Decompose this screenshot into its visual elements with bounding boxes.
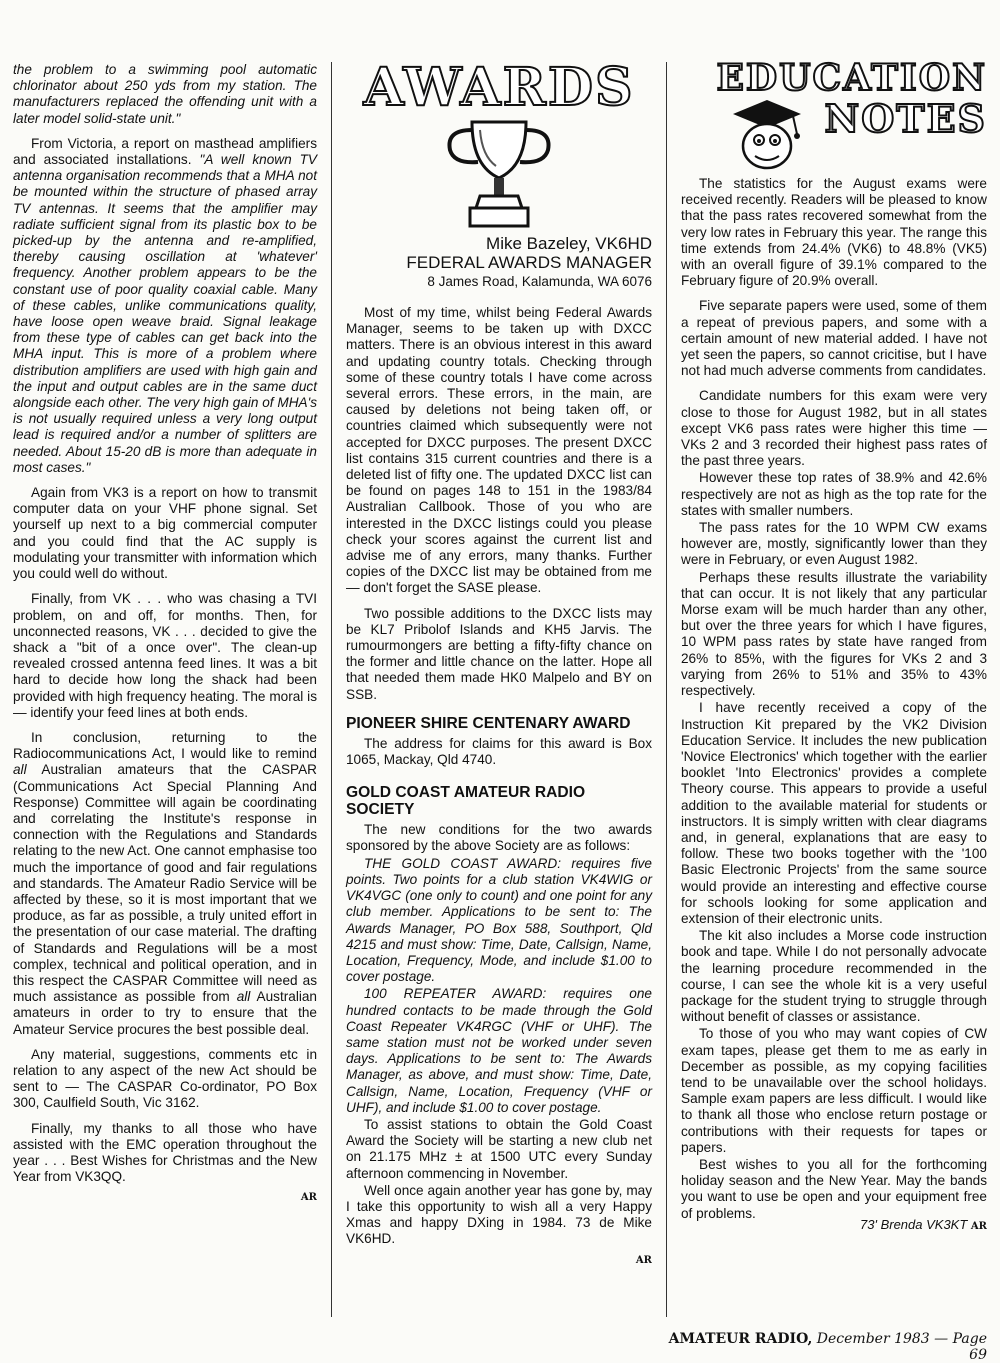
author-address: 8 James Road, Kalamunda, WA 6076: [427, 274, 652, 289]
paragraph: Candidate numbers for this exam were very close to those for August 1982, but in all states except VK6 pass rates were higher this time —VKs 2 and 3 recorded their highest pass rates of the past three years.: [681, 388, 987, 469]
paragraph: Well once again another year has gone by, may I take this opportunity to wish all a very Happy Xmas and happy DXing in 1984. 73 de Mike VK6HD.: [346, 1182, 652, 1247]
author-byline: [346, 234, 652, 291]
award-100-repeater: 100 REPEATER AWARD: requires one hundred contacts to be made through the Gold Coast Repeater VK4RGC (VHF or UHF). The same station must not be worked under seven days. Applications to be sent to: The Awards Manager, as above, and must show: Time, Date, Callsign, Name, Location, Frequency (VHF or UHF), and include $1.00 to cover postage.: [346, 986, 652, 1115]
footer-magazine: AMATEUR RADIO,: [668, 1331, 813, 1347]
section-heading-pioneer: PIONEER SHIRE CENTENARY AWARD: [346, 714, 631, 732]
paragraph-text: In conclusion, returning to the Radiocommunications Act, I would like to remind: [13, 729, 317, 762]
award-gold-coast: THE GOLD COAST AWARD: requires five points. Two points for a club station VK4WIG or VK4VGC (one only to count) and one point for any club member. Applications to be sent to: The Awards Manager, PO Box 588, Southport, Qld 4215 and must show: Time, Date, Callsign, Name, Location, Frequency, Mode, and include $1.00 to cover postage.: [346, 855, 652, 985]
paragraph-text: Australian amateurs that the CASPAR (Communications Act Special Planning And Response) Committee will again be coordinating and correlating the Institute's response in connection with the Regulations and Standards relating to the new Act. One cannot emphasise too much the importance of good and fair regulations and standards. The Amateur Radio Service will be affected by these, so it is most important that we produce, as far as possible, a truly united effort in the presentation of our case material. The drafting of Standards and Regulations will be a most complex, technical and political operation, and in this respect the CASPAR Committee will need as much assistance as possible from: [13, 762, 317, 1005]
paragraph: Finally, my thanks to all those who have assisted with the EMC operation throughout the year . . . Best Wishes for Christmas and the New Year from VK3QQ.: [13, 1120, 317, 1185]
paragraph-continued: the problem to a swimming pool automatic chlorinator about 250 yds from my station. The manufacturers replaced the offending unit with a later model solid-state unit.": [13, 62, 317, 126]
column-divider: [666, 62, 667, 1317]
education-title-line1: EDUCATION: [716, 57, 987, 99]
footer-issue: December 1983 — Page 69: [816, 1331, 987, 1363]
ar-end-mark: AR: [300, 1192, 317, 1204]
paragraph: I have recently received a copy of the Instruction Kit prepared by the VK2 Division Education Service. It includes the new publication 'Novice Electronics' which together with the earlier booklet 'Into Electronics' provides a complete Theory course. This appears to provide a useful addition to the available material for students or instructors. It is simply written with clear diagrams and, in general, explanations that are easy to follow. These two books together with the '100 Basic Electronic Projects' from the same source would provide an interesting and effective course for schools looking for some application and extension of their electronic units.: [681, 700, 987, 926]
author-role: FEDERAL AWARDS MANAGER: [406, 253, 652, 272]
paragraph: The new conditions for the two awards sponsored by the above Society are as follows:: [346, 822, 652, 854]
signoff-text: 73' Brenda VK3KT: [860, 1216, 968, 1232]
emphasis-all: all: [236, 989, 251, 1005]
column-left: [13, 62, 317, 1207]
ar-end-mark: AR: [635, 1254, 652, 1266]
paragraph: Best wishes to you all for the forthcoming holiday season and the New Year. May the bands you want to use be open and your equipment free of problems.: [681, 1156, 987, 1221]
column-education: [681, 58, 987, 1235]
paragraph: Again from VK3 is a report on how to transmit computer data on your VHF phone signal. Set yourself up next to a big commercial computer and you could find that the AC supply is modulating your transmitter with information which you could well do without.: [13, 485, 317, 582]
paragraph: To assist stations to obtain the Gold Coast Award the Society will be starting a new club net on 21.175 MHz ± at 1500 UTC every Sunday afternoon commencing in November.: [346, 1116, 652, 1181]
quote-text: "A well known TV antenna organisation recommends that a MHA not be mounted within the structure of phased array TV antennas. It seems that the amplifier may radiate sufficient signal from its plastic box to be picked-up by the antenna and re-amplified, thereby causing oscillation at 'whatever' frequency. Another problem appears to be the constant use of poor quality coaxial cable. Many of these cables, unlike communications quality, have loose open weave braid. Signal leakage from these type of cables can get back into the MHA input. This is more of a problem where distribution amplifiers are used with high gain and the input and output cables are in the same duct alongside each other. The very high gain of MHA's is not usually required unless a very long output lead is required and/or a number of splitters are needed. About 15-20 dB is more than adequate in most cases.": [13, 152, 318, 475]
paragraph: Five separate papers were used, some of them a repeat of previous papers, and some with a certain amount of new material added. I have not yet seen the papers, so cannot cricitise, but I have not had much adverse comments from candidates.: [681, 298, 987, 379]
emphasis-all: all: [13, 762, 27, 778]
author-name: Mike Bazeley, VK6HD: [486, 234, 652, 253]
education-header: [681, 58, 987, 176]
paragraph: The address for claims for this award is Box 1065, Mackay, Qld 4740.: [346, 735, 652, 768]
section-heading-gold-coast: GOLD COAST AMATEUR RADIO SOCIETY: [346, 784, 586, 819]
paragraph-text: Australian amateurs in order to try to ensure that the Amateur Service procures the best possible deal.: [13, 989, 317, 1037]
page-footer: [657, 1331, 987, 1363]
paragraph: To those of you who may want copies of CW exam tapes, please get them to me as early in December as possible, as my copying facilities tend to be unavailable over the school holidays. Sample exam papers are less difficult. I would like to thank all those who enclose return postage or contributions with their requests for tapes or papers.: [681, 1026, 987, 1155]
column-awards: [346, 58, 652, 1269]
paragraph-text: From Victoria, a report on masthead amplifiers and associated installations.: [13, 135, 317, 168]
paragraph: [13, 730, 317, 1038]
paragraph: Any material, suggestions, comments etc in relation to any aspect of the new Act should be sent to — The CASPAR Co-ordinator, PO Box 300, Caulfield South, Vic 3162.: [13, 1046, 317, 1111]
paragraph: The pass rates for the 10 WPM CW exams however are, mostly, significantly lower than they were in February, or even August 1982.: [681, 520, 987, 568]
trophy-icon: [434, 116, 564, 234]
paragraph: [13, 136, 317, 476]
paragraph: Perhaps these results illustrate the variability that can occur. It is not likely that any particular Morse exam will be much harder than any other, but over the three years for which I have figures, 10 WPM pass rates by state have ranged from 26% to 85%, with the figures for VKs 2 and 3 varying from 26% to 51% and 35% to 43% respectively.: [681, 569, 987, 699]
paragraph: The statistics for the August exams were received recently. Readers will be pleased to know that the pass rates recovered somewhat from the very low rates in February this year. The range this time extends from 24.4% (VK6) to 48.8% (VK5) with an overall figure of 39.1% compared to the February figure of 20.9% overall.: [681, 176, 987, 289]
paragraph: However these top rates of 38.9% and 42.6% respectively are not as high as the top rate for the states with smaller numbers.: [681, 470, 987, 518]
paragraph: The kit also includes a Morse code instruction book and tape. While I do not personally advocate the learning procedure recommended in the course, I can see the whole kit is a very useful package for the student trying to struggle through without benefit of classes or assistance.: [681, 928, 987, 1025]
education-title-line2: NOTES: [824, 96, 987, 141]
column-divider: [331, 62, 332, 1317]
paragraph: Finally, from VK . . . who was chasing a TVI problem, on and off, for months. Then, for unconnected reasons, VK . . . decided to give the shack a "bit of a once over". The clean-up revealed crossed antenna feed lines. It was a bit hard to decide how long the shack had been provided with high frequency heating. The moral is — identify your feed lines at both ends.: [13, 591, 317, 720]
awards-title: AWARDS: [363, 57, 635, 118]
ar-end-mark: AR: [970, 1220, 987, 1232]
graduate-mascot-icon: [727, 98, 807, 174]
paragraph: Two possible additions to the DXCC lists may be KL7 Pribolof Islands and KH5 Jarvis. The rumourmongers are betting a fifty-fifty chance on the former and little chance on the latter. Hope all that needed them made HK0 Malpelo and BY on SSB.: [346, 605, 652, 702]
paragraph: Most of my time, whilst being Federal Awards Manager, seems to be taken up with DXCC matters. There is an obvious interest in this award and updating country totals. Checking through some of these country totals I have come across several errors. These errors, in the main, are caused by deletions not being taken off, or countries claimed which subsequently were not accepted for DXCC purposes. The present DXCC list contains 315 current countries and there is a deleted list of fifty one. The updated DXCC list can be found on pages 148 to 151 in the 1983/84 Australian Callbook. Those of you who are interested in the DXCC listings could you please check your scores against the current list and advise me of any errors, many thanks. Further copies of the DXCC list may be obtained from me — don't forget the SASE please.: [346, 305, 652, 596]
